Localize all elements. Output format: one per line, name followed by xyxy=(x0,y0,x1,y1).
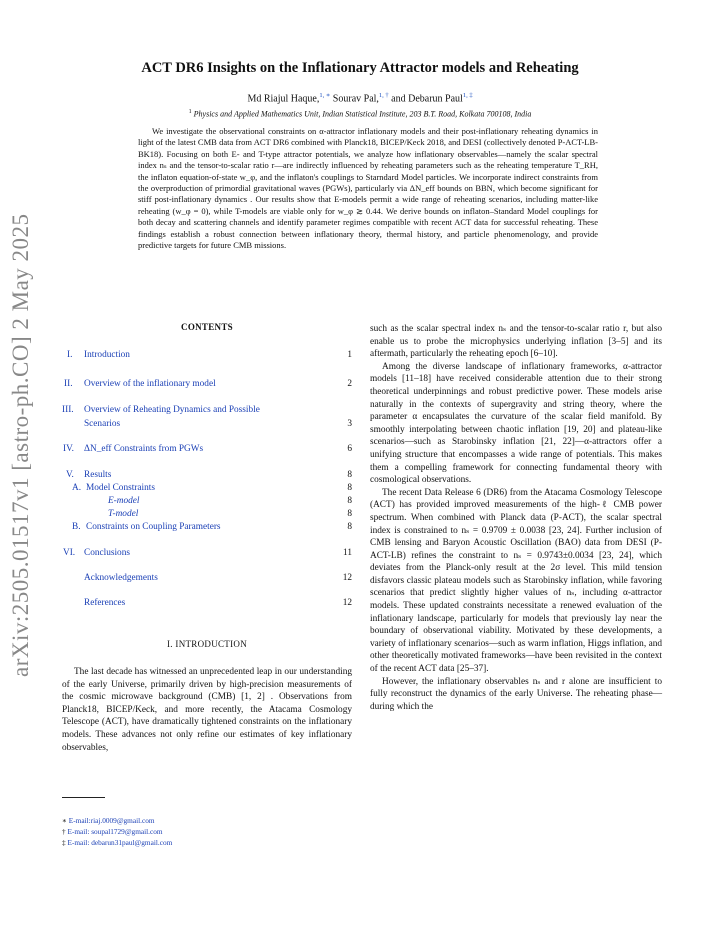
toc-entry-reheating[interactable] xyxy=(62,405,352,435)
footnote-text[interactable]: E-mail: debarun31paul@gmail.com xyxy=(65,838,173,847)
affiliation-text: Physics and Applied Mathematics Unit, Indian Statistical Institute, 203 B.T. Road, Kolkata 700108, India xyxy=(191,109,532,119)
footnote-email[interactable] xyxy=(62,815,172,826)
toc-label-cont[interactable]: Scenarios xyxy=(84,419,121,429)
toc-label[interactable]: E-model xyxy=(108,496,140,506)
toc-label[interactable]: ΔN_eff Constraints from PGWs xyxy=(84,444,204,454)
toc-entry-delta-neff[interactable] xyxy=(62,444,352,460)
footnote-rule xyxy=(62,797,105,798)
footnote-text[interactable]: E-mail: soupal1729@gmail.com xyxy=(65,827,163,836)
toc-entry-acknowledgements[interactable] xyxy=(62,573,352,589)
toc-num: IV. xyxy=(63,444,74,454)
author-2: Sourav Pal, xyxy=(332,93,379,105)
intro-paragraph: The last decade has witnessed an unprecedented leap in our understanding of the early Universe, primarily driven by high-precision measurements of the cosmic microwave background (CMB) [1, 2] . Observations from Planck18, BICEP/Keck, and more recently, the Atacama Cosmology Telescope (ACT), have dramatically tightened constraints on the inflationary models. These advances not only refine our estimates of key inflationary observables, xyxy=(62,667,352,753)
body-paragraph: However, the inflationary observables nₛ and r alone are insufficient to fully reconstruct the dynamics of the early Universe. The reheating phase—during which the xyxy=(370,676,662,712)
body-paragraph: The recent Data Release 6 (DR6) from the Atacama Cosmology Telescope (ACT) has provided improved measurements of the high-ℓ CMB power spectrum. When combined with Planck data (P-ACT), the scalar spectral index is constrained to nₛ = 0.9709 ± 0.0038 [23, 24]. Further inclusion of CMB lensing and Baryon Acoustic Oscillation (BAO) data from DESI (P-ACT-LB) refines the constraint to nₛ = 0.9743±0.0034 [23, 24], which deviates from the Planck-only result at the 2σ level. This mild tension disfavors classic plateau models such as Starobinsky inflation, while favoring scenarios that predict slightly higher values of nₛ, including α-attractor models. These updated constraints necessitate a renewed evaluation of the inflationary landscape, particularly for models that previously lay near the boundary of observational viability. Motivated by these developments, a variety of inflationary scenarios—such as warm inflation, Higgs inflation, and other theoretically motivated frameworks—have been revisited in the context of the recent ACT data [25–37]. xyxy=(370,487,662,675)
toc-entry-introduction[interactable] xyxy=(62,350,352,366)
toc-page: 8 xyxy=(347,509,352,519)
toc-label[interactable]: Results xyxy=(84,470,112,480)
toc-label[interactable]: Conclusions xyxy=(84,548,130,558)
toc-page: 2 xyxy=(347,379,352,389)
abstract-text: We investigate the observational constraints on α-attractor inflationary models and their post-inflationary reheating dynamics in light of the latest CMB data from ACT DR6 combined with Planck18, BICEP/Keck 2018, and DESI (collectively denoted P-ACT-LB-BK18). Focusing on both E- and T-type attractor potentials, we analyze how inflationary observables—namely the scalar spectral index nₛ and the tensor-to-scalar ratio r—are indirectly influenced by reheating parameters such as the reheating temperature T_RH, the inflaton equation-of-state w_φ, and the inflaton's couplings to Starndard Model particles. We incorporate indirect constraints from the overproduction of primordial gravitational waves (PGWs), particularly via ΔN_eff bounds on BBN, which become significant for stiff post-inflationary dynamics . Our results show that E-models permit a wide range of reheating scenarios, including matter-like reheating (w_φ = 0), while T-models are viable only for w_φ ≳ 0.44. We derive bounds on inflaton–Standard Model couplings for both decay and scattering channels and identify parameter regimes compatible with recent ACT data for successful reheating. These findings establish a robust connection between inflationary theory, thermal history, and particle phenomenology, and provide predictive targets for future CMB missions. xyxy=(138,126,598,251)
abstract xyxy=(138,126,598,251)
footnote-mark: † xyxy=(62,827,66,836)
toc-page: 12 xyxy=(342,573,352,583)
toc-entry-inflationary-model[interactable] xyxy=(62,379,352,395)
body-paragraph: Among the diverse landscape of inflationary frameworks, α-attractor models [11–18] have received considerable attention due to their strong theoretical underpinnings and robust predictive power. These models arise naturally in the contexts of supergravity and string theory, where the parameter α encapsulates the curvature of the scalar field manifold. By smoothly interpolating between chaotic inflation [19, 20] and plateau-like scenarios—such as Starobinsky inflation [21, 22]—α-attractors offer a unifying structure that encompasses a wide range of potentials. This makes them a compelling framework for connecting fundamental theory with cosmological observations. xyxy=(370,361,662,486)
toc-page: 8 xyxy=(347,470,352,480)
toc-num: I. xyxy=(67,350,73,360)
affiliation-mark: 1 xyxy=(188,109,192,115)
toc-page: 3 xyxy=(347,419,352,429)
author-3-mark[interactable]: 1, ‡ xyxy=(462,92,473,99)
footnote-email[interactable] xyxy=(62,826,172,837)
toc-label[interactable]: T-model xyxy=(108,509,139,519)
toc-label[interactable]: Introduction xyxy=(84,350,130,360)
toc-num: III. xyxy=(62,405,74,415)
affiliation xyxy=(0,109,720,119)
toc-page: 11 xyxy=(343,548,352,558)
author-1-mark[interactable]: 1, ∗ xyxy=(319,92,331,99)
contents-heading: CONTENTS xyxy=(181,322,233,332)
toc-entry-references[interactable] xyxy=(62,598,352,614)
toc-label[interactable]: Overview of the inflationary model xyxy=(84,379,216,389)
toc-num: V. xyxy=(66,470,74,480)
footnote-mark: ‡ xyxy=(62,838,66,847)
section-heading-introduction: I. INTRODUCTION xyxy=(167,639,247,649)
intro-left-column xyxy=(62,666,352,754)
toc-page: 8 xyxy=(347,522,352,532)
toc-page: 6 xyxy=(347,444,352,454)
toc-label[interactable]: Acknowledgements xyxy=(84,573,158,583)
author-3: and Debarun Paul xyxy=(391,93,463,105)
footnote-email[interactable] xyxy=(62,837,172,848)
toc-num: B. xyxy=(72,522,81,532)
footnote-text[interactable]: E-mail:riaj.0009@gmail.com xyxy=(66,816,155,825)
toc-page: 8 xyxy=(347,483,352,493)
toc-page: 1 xyxy=(347,350,352,360)
toc-num: II. xyxy=(64,379,73,389)
author-1: Md Riajul Haque, xyxy=(247,93,320,105)
toc-page: 8 xyxy=(347,496,352,506)
arxiv-side-stamp: arXiv:2505.01517v1 [astro-ph.CO] 2 May 2025 xyxy=(8,213,33,677)
intro-right-column xyxy=(370,323,662,713)
toc-page: 12 xyxy=(342,598,352,608)
author-list xyxy=(0,91,720,104)
author-2-mark[interactable]: 1, † xyxy=(378,92,389,99)
toc-label[interactable]: References xyxy=(84,598,126,608)
toc-entry-coupling-parameters[interactable] xyxy=(62,522,352,538)
toc-entry-conclusions[interactable] xyxy=(62,548,352,564)
toc-num: A. xyxy=(72,483,82,493)
footnote-mark: ∗ xyxy=(62,816,67,825)
toc-label[interactable]: Model Constraints xyxy=(86,483,155,493)
toc-num: VI. xyxy=(63,548,76,558)
toc-label[interactable]: Overview of Reheating Dynamics and Possible xyxy=(84,405,260,415)
toc-label[interactable]: Constraints on Coupling Parameters xyxy=(86,522,221,532)
body-paragraph: such as the scalar spectral index nₛ and the tensor-to-scalar ratio r, but also enable us to probe the microphysics underlying inflation [3–5] and its aftermath, particularly the reheating epoch [6–10]. xyxy=(370,324,662,360)
footnotes xyxy=(62,815,172,848)
paper-title: ACT DR6 Insights on the Inflationary Attractor models and Reheating xyxy=(141,60,579,76)
